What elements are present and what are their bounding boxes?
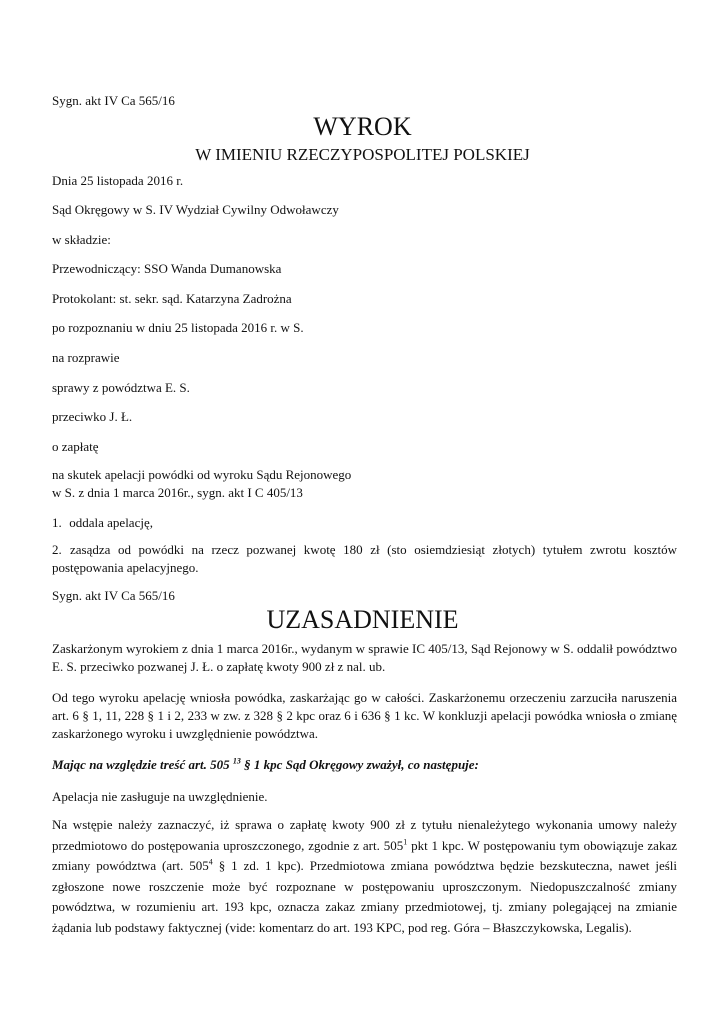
appeal-basis-line-1: na skutek apelacji powódki od wyroku Sądu Rejonowego [52,467,352,482]
reasoning-heading [52,756,677,774]
session-type: na rozprawie [52,350,120,365]
plaintiff-line: sprawy z powództwa E. S. [52,380,190,395]
paragraph-4-superscript-2: 4 [208,857,213,867]
reasoning-heading-superscript: 13 [232,756,241,766]
defendant-line: przeciwko J. Ł. [52,409,133,424]
justification-title: UZASADNIENIE [266,605,459,634]
reasoning-heading-text-a: Mając na względzie treść art. 505 [52,757,230,772]
judgment-subtitle: W IMIENIU RZECZYPOSPOLITEJ POLSKIEJ [195,145,530,164]
ruling-item-1 [52,514,677,532]
case-subject: o zapłatę [52,439,99,454]
paragraph-4-text-a: Na wstępie należy zaznaczyć, iż sprawa o zapłatę kwoty 900 zł z tytułu nienależytego wykonania umowy należy przedmiotowo do postępowania uproszczonego, zgodnie z art. 505 [52,817,677,853]
ruling-item-2-number: 2. [52,542,62,557]
justification-paragraph-3: Apelacja nie zasługuje na uwzględnienie. [52,789,268,804]
composition-label: w składzie: [52,232,111,247]
justification-paragraph-1: Zaskarżonym wyrokiem z dnia 1 marca 2016r., wydanym w sprawie IC 405/13, Sąd Rejonowy w S. oddalił powództwo E. S. przeciwko pozwanej J. Ł. o zapłatę kwoty 900 zł z nal. ub. [52,641,677,674]
hearing-info: po rozpoznaniu w dniu 25 listopada 2016 r. w S. [52,320,304,335]
paragraph-4-text-c: § 1 zd. 1 kpc). Przedmiotowa zmiana powództwa będzie bezskuteczna, nawet jeśli zgłoszone nowe roszczenie może być rozpoznane w postępowaniu uproszczonym. Niedopuszczalność zmiany powództwa, w rozumieniu art. 193 kpc, oznacza zakaz zmiany przedmiotowej, tj. zmiany polegającej na zmianie żądania lub podstawy faktycznej (vide: komentarz do art. 193 KPC, pod reg. Góra – Błaszczykowska, Legalis). [52,858,678,935]
justification-paragraph-2: Od tego wyroku apelację wniosła powódka, zaskarżając go w całości. Zaskarżonemu orzeczeniu zarzuciła naruszenia art. 6 § 1, 11, 228 § 1 i 2, 233 w zw. z 328 § 2 kpc oraz 6 i 636 § 1 kc. W konkluzji apelacji powódka wniosła o zmianę zaskarżonego wyroku i uwzględnienie powództwa. [52,690,677,741]
court-name: Sąd Okręgowy w S. IV Wydział Cywilny Odwoławczy [52,202,339,217]
ruling-item-1-text: oddala apelację, [69,515,153,530]
case-signature-top: Sygn. akt IV Ca 565/16 [52,93,175,108]
justification-paragraph-4 [52,815,677,938]
ruling-item-1-number: 1. [52,515,62,530]
ruling-item-2 [52,541,677,577]
appeal-basis [52,466,677,502]
paragraph-4-text-b: pkt 1 kpc. W postępowaniu tym obowiązuje zakaz zmiany powództwa (art. 505 [52,837,677,873]
court-clerk: Protokolant: st. sekr. sąd. Katarzyna Zadrożna [52,291,292,306]
judgment-title: WYROK [313,112,412,141]
appeal-basis-line-2: w S. z dnia 1 marca 2016r., sygn. akt I C 405/13 [52,485,303,500]
reasoning-heading-text-b: § 1 kpc Sąd Okręgowy zważył, co następuje: [240,757,479,772]
ruling-item-2-text: zasądza od powódki na rzecz pozwanej kwotę 180 zł (sto osiemdziesiąt złotych) tytułem zwrotu kosztów postępowania apelacyjnego. [52,542,677,575]
judgment-date: Dnia 25 listopada 2016 r. [52,173,184,188]
chair-judge: Przewodniczący: SSO Wanda Dumanowska [52,261,282,276]
case-signature-justification: Sygn. akt IV Ca 565/16 [52,588,175,603]
paragraph-4-superscript-1: 1 [403,837,408,847]
